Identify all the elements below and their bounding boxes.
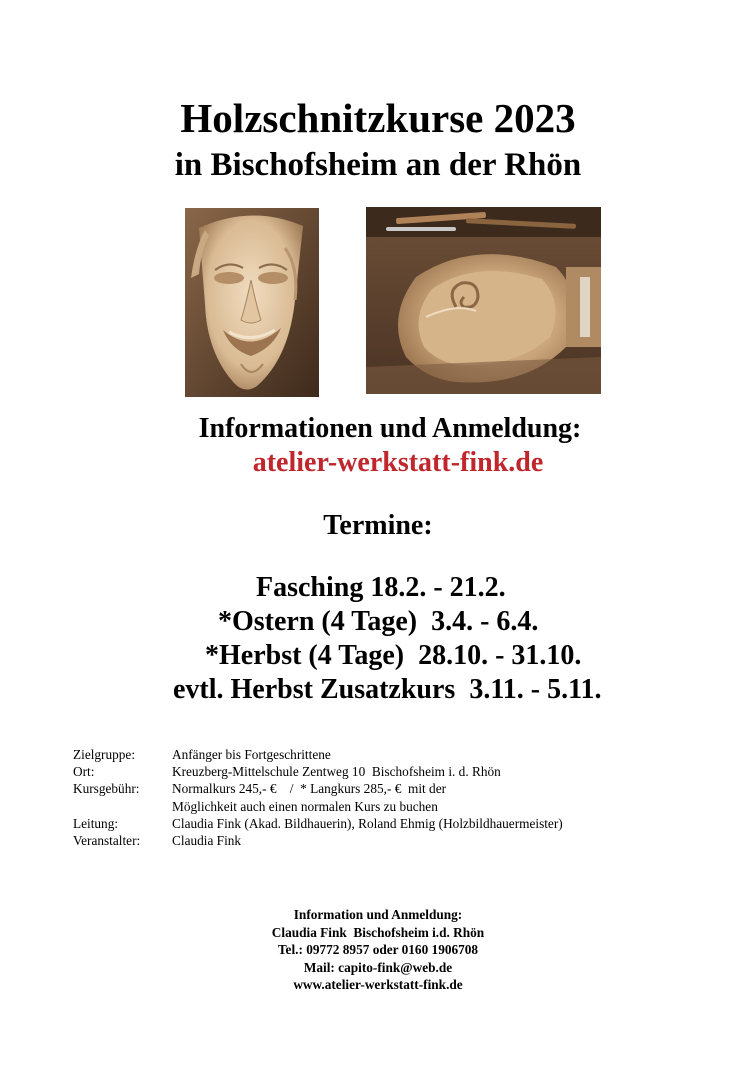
detail-row [73, 763, 563, 780]
carved-wooden-bowl-photo [366, 207, 601, 394]
detail-label [73, 798, 172, 815]
detail-value: Claudia Fink [172, 833, 242, 849]
website-link[interactable]: atelier-werkstatt-fink.de [252, 447, 544, 478]
footer-heading: Information und Anmeldung: [293, 907, 463, 922]
detail-label: Kursgebühr: [73, 781, 140, 797]
detail-label: Ort: [73, 764, 95, 780]
carved-wooden-mask-photo [185, 208, 319, 397]
info-heading: Informationen und Anmeldung: [198, 413, 582, 444]
detail-row [73, 780, 563, 797]
detail-label: Zielgruppe: [73, 747, 136, 762]
page-title: Holzschnitzkurse 2023 [180, 95, 576, 141]
footer-phone: Tel.: 09772 8957 oder 0160 1906708 [277, 942, 479, 958]
detail-row [73, 746, 563, 763]
detail-value: Normalkurs 245,- € / * Langkurs 285,- € mit der [172, 781, 447, 797]
date-line-ostern: *Ostern (4 Tage) 3.4. - 6.4. [218, 606, 539, 637]
detail-value: Claudia Fink (Akad. Bildhauerin), Roland Ehmig (Holzbildhauermeister) [172, 815, 563, 831]
footer-contact-name: Claudia Fink Bischofsheim i.d. Rhön [271, 924, 485, 940]
date-line-zusatzkurs: evtl. Herbst Zusatzkurs 3.11. - 5.11. [173, 674, 602, 705]
contact-footer [0, 906, 756, 994]
detail-value: Möglichkeit auch einen normalen Kurs zu buchen [172, 798, 438, 814]
detail-row [73, 815, 563, 832]
detail-row [73, 832, 563, 849]
date-line-herbst: *Herbst (4 Tage) 28.10. - 31.10. [205, 640, 582, 671]
detail-label: Veranstalter: [73, 833, 141, 849]
detail-row [73, 798, 563, 815]
detail-value: Kreuzberg-Mittelschule Zentweg 10 Bischofsheim i. d. Rhön [172, 764, 501, 780]
detail-label: Leitung: [73, 815, 119, 831]
termine-heading: Termine: [323, 510, 433, 541]
detail-value: Anfänger bis Fortgeschrittene [172, 747, 331, 762]
course-details [73, 746, 563, 849]
page-subtitle: in Bischofsheim an der Rhön [174, 147, 582, 183]
footer-email[interactable]: Mail: capito-fink@web.de [303, 959, 453, 975]
footer-website[interactable]: www.atelier-werkstatt-fink.de [293, 977, 463, 993]
date-line-fasching: Fasching 18.2. - 21.2. [256, 572, 506, 603]
